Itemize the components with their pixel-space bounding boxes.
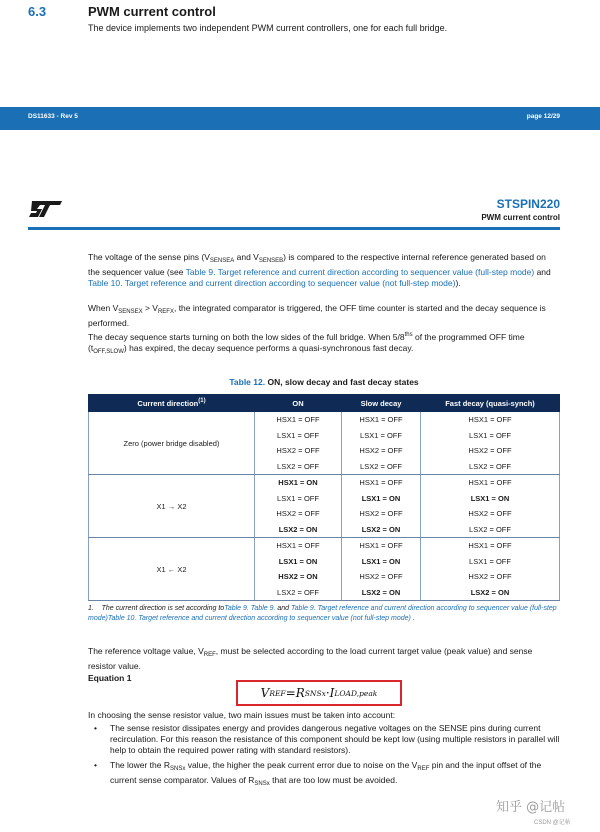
cell-slow-decay: HSX1 = OFF <box>342 538 421 554</box>
cell-fast-decay: HSX1 = OFF <box>421 475 560 491</box>
table-footnote: 1. The current direction is set according toTable 9. Table 9. and Table 9. Target reference and current direction according to sequencer value (full-step mode)Table 10. Target reference and current direction according to sequencer value (not full-step mode) . <box>88 605 557 622</box>
column-header-on: ON <box>255 395 342 412</box>
cell-slow-decay: HSX2 = OFF <box>342 569 421 585</box>
table-row <box>89 412 560 428</box>
cell-slow-decay: LSX2 = ON <box>342 585 421 601</box>
cell-fast-decay: HSX1 = OFF <box>421 412 560 428</box>
cell-slow-decay: HSX1 = OFF <box>342 412 421 428</box>
cell-fast-decay: HSX2 = OFF <box>421 443 560 459</box>
cell-fast-decay: HSX1 = OFF <box>421 538 560 554</box>
cell-fast-decay: LSX2 = OFF <box>421 459 560 475</box>
watermark-small: CSDN @记帖 <box>534 820 571 826</box>
footer-doc-id: DS11633 - Rev 5 <box>28 113 78 120</box>
cell-fast-decay: LSX1 = ON <box>421 491 560 507</box>
table-row <box>89 475 560 491</box>
header-subtitle: PWM current control <box>481 213 560 222</box>
cell-on: LSX2 = OFF <box>255 459 342 475</box>
cell-fast-decay: HSX2 = OFF <box>421 506 560 522</box>
cell-direction: X1 → X2 <box>89 475 255 538</box>
cell-slow-decay: LSX1 = ON <box>342 554 421 570</box>
cell-slow-decay: HSX2 = OFF <box>342 506 421 522</box>
column-header-fast-decay: Fast decay (quasi-synch) <box>421 395 560 412</box>
cell-on: HSX2 = OFF <box>255 506 342 522</box>
paragraph-sense-resistor: In choosing the sense resistor value, two main issues must be taken into account: <box>88 710 396 720</box>
bullet-peak-error: The lower the $R_{SNSx}$ value, the higher the peak current error due to noise on the $V_{REF}$ pin and the input offset of the current sense comparator. Values of $R_{SNSx}$ that are too low must be avoided. <box>110 760 542 787</box>
cell-fast-decay: LSX1 = OFF <box>421 428 560 444</box>
column-header-direction: Current direction$^{(1)}$ <box>89 395 255 412</box>
paragraph-decay-sequence: The decay sequence starts turning on both the low sides of the full bridge. When $5/8^{ths}$ of the programmed OFF time $(t_{OFF,SLOW})$ has expired, the decay sequence performs a quasi-synchronous fast decay. <box>88 332 525 355</box>
column-header-slow-decay: Slow decay <box>342 395 421 412</box>
cell-on: HSX1 = ON <box>255 475 342 491</box>
bullet-marker: • <box>94 723 97 733</box>
paragraph-comparator: When $V_{SENSEX} > V_{REFX}$, the integrated comparator is triggered, the OFF time counter is started and the decay sequence is performed. <box>88 303 546 328</box>
table-header-row <box>89 395 560 412</box>
paragraph-reference-voltage: The reference voltage value, $V_{REF}$, must be selected according to the load current target value (peak value) and sense resistor value. <box>88 646 533 671</box>
table-row <box>89 538 560 554</box>
footnote-link-table-9b[interactable]: Table 9. <box>250 605 276 612</box>
cell-direction: Zero (power bridge disabled) <box>89 412 255 475</box>
cell-slow-decay: HSX2 = OFF <box>342 443 421 459</box>
cell-slow-decay: HSX1 = OFF <box>342 475 421 491</box>
cell-on: HSX2 = ON <box>255 569 342 585</box>
footer-page-number: page 12/29 <box>526 113 560 120</box>
footnote-link-tables[interactable]: Table 9. Target reference and current direction according to sequencer value (full-step mode)Table 10. Target reference and current direction according to sequencer value (not full-step mode) <box>88 605 557 622</box>
cell-on: LSX2 = ON <box>255 522 342 538</box>
equation-box: V REF = R SNSx · I LOAD,peak <box>236 680 402 706</box>
link-table-9[interactable]: Table 9. Target reference and current direction according to sequencer value (full-step mode) <box>185 267 535 277</box>
bullet-dissipation: The sense resistor dissipates energy and provides dangerous negative voltages on the SENSE pins during current recirculation. For this reason the resistance of this component should be kept low (using multiple resistors in parallel will help to obtain the required power rating with standard resistors). <box>110 723 560 755</box>
section-number: 6.3 <box>28 4 47 19</box>
cell-slow-decay: LSX2 = OFF <box>342 459 421 475</box>
st-logo-icon <box>28 198 64 218</box>
cell-fast-decay: LSX2 = ON <box>421 585 560 601</box>
cell-fast-decay: HSX2 = OFF <box>421 569 560 585</box>
cell-direction: X1 ← X2 <box>89 538 255 601</box>
cell-fast-decay: LSX2 = OFF <box>421 522 560 538</box>
header-rule <box>28 227 560 230</box>
cell-on: LSX1 = ON <box>255 554 342 570</box>
table-caption: Table 12. ON, slow decay and fast decay states <box>229 377 419 387</box>
cell-on: LSX2 = OFF <box>255 585 342 601</box>
decay-states-table <box>88 394 560 601</box>
paragraph-sense-voltage: The voltage of the sense pins ($V_{SENSEA}$ and $V_{SENSEB}$) is compared to the respective internal reference generated based on the sequencer value (see Table 9. Target reference and current direction according to sequencer value (full-step mode) and Table 10. Target reference and current direction according to sequencer value (not full-step mode)). <box>88 252 551 288</box>
cell-on: HSX1 = OFF <box>255 538 342 554</box>
cell-slow-decay: LSX1 = OFF <box>342 428 421 444</box>
link-table-10[interactable]: Table 10. Target reference and current direction according to sequencer value (not full-step mode) <box>88 278 456 288</box>
section-description: The device implements two independent PWM current controllers, one for each full bridge. <box>88 23 448 33</box>
cell-on: LSX1 = OFF <box>255 491 342 507</box>
cell-on: LSX1 = OFF <box>255 428 342 444</box>
footnote-link-table-9a[interactable]: Table 9. <box>224 605 249 612</box>
cell-on: HSX1 = OFF <box>255 412 342 428</box>
section-title: PWM current control <box>88 4 216 19</box>
bullet-marker: • <box>94 760 97 770</box>
cell-on: HSX2 = OFF <box>255 443 342 459</box>
footer-bar <box>0 107 600 130</box>
cell-slow-decay: LSX1 = ON <box>342 491 421 507</box>
watermark: 知乎 @记帖 <box>496 800 566 815</box>
equation-label: Equation 1 <box>88 673 132 683</box>
cell-slow-decay: LSX2 = ON <box>342 522 421 538</box>
product-title: STSPIN220 <box>496 197 560 211</box>
cell-fast-decay: LSX1 = OFF <box>421 554 560 570</box>
